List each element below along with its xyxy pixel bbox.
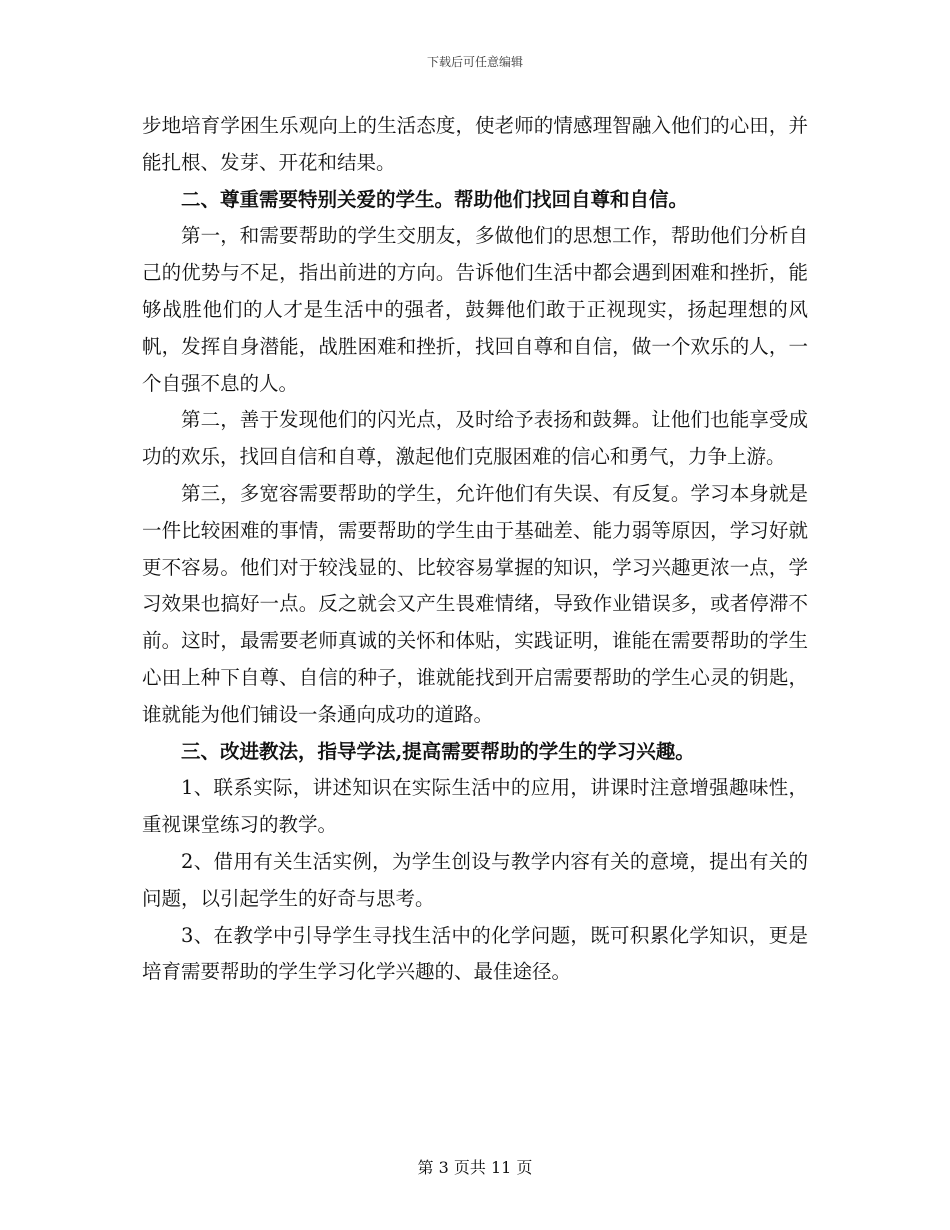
list-item-2: 2、借用有关生活实例，为学生创设与教学内容有关的意境，提出有关的问题，以引起学生的好奇与思考。 — [142, 849, 808, 910]
paragraph-continuation: 步地培育学困生乐观向上的生活态度，使老师的情感理智融入他们的心田，并能扎根、发芽、开花和结果。 — [142, 114, 808, 174]
list-item-1: 1、联系实际，讲述知识在实际生活中的应用，讲课时注意增强趣味性，重视课堂练习的教学。 — [142, 776, 808, 837]
paragraph-second-point: 第二，善于发现他们的闪光点，及时给予表扬和鼓舞。让他们也能享受成功的欢乐，找回自信和自尊，激起他们克服困难的信心和勇气，力争上游。 — [142, 408, 808, 469]
document-body — [142, 108, 808, 991]
section-heading-3: 三、改进教法，指导学法,提高需要帮助的学生的学习兴趣。 — [181, 739, 695, 763]
section-heading-2: 二、尊重需要特别关爱的学生。帮助他们找回自尊和自信。 — [181, 187, 689, 211]
paragraph-third-point: 第三，多宽容需要帮助的学生，允许他们有失误、有反复。学习本身就是一件比较困难的事情，需要帮助的学生由于基础差、能力弱等原因，学习好就更不容易。他们对于较浅显的、比较容易掌握的知识，学习兴趣更浓一点，学习效果也搞好一点。反之就会又产生畏难情绪，导致作业错误多，或者停滞不前。这时，最需要老师真诚的关怀和体贴，实践证明，谁能在需要帮助的学生心田上种下自尊、自信的种子，谁就能找到开启需要帮助的学生心灵的钥匙，谁就能为他们铺设一条通向成功的道路。 — [142, 481, 808, 726]
list-item-3: 3、在教学中引导学生寻找生活中的化学问题，既可积累化学知识，更是培育需要帮助的学生学习化学兴趣的、最佳途径。 — [142, 923, 808, 984]
page-number: 第 3 页共 11 页 — [417, 1158, 533, 1177]
header-note: 下载后可任意编辑 — [426, 55, 523, 69]
paragraph-first-point: 第一，和需要帮助的学生交朋友，多做他们的思想工作，帮助他们分析自己的优势与不足，指出前进的方向。告诉他们生活中都会遇到困难和挫折，能够战胜他们的人才是生活中的强者，鼓舞他们敢于正视现实，扬起理想的风帆，发挥自身潜能，战胜困难和挫折，找回自尊和自信，做一个欢乐的人，一个自强不息的人。 — [142, 224, 808, 395]
